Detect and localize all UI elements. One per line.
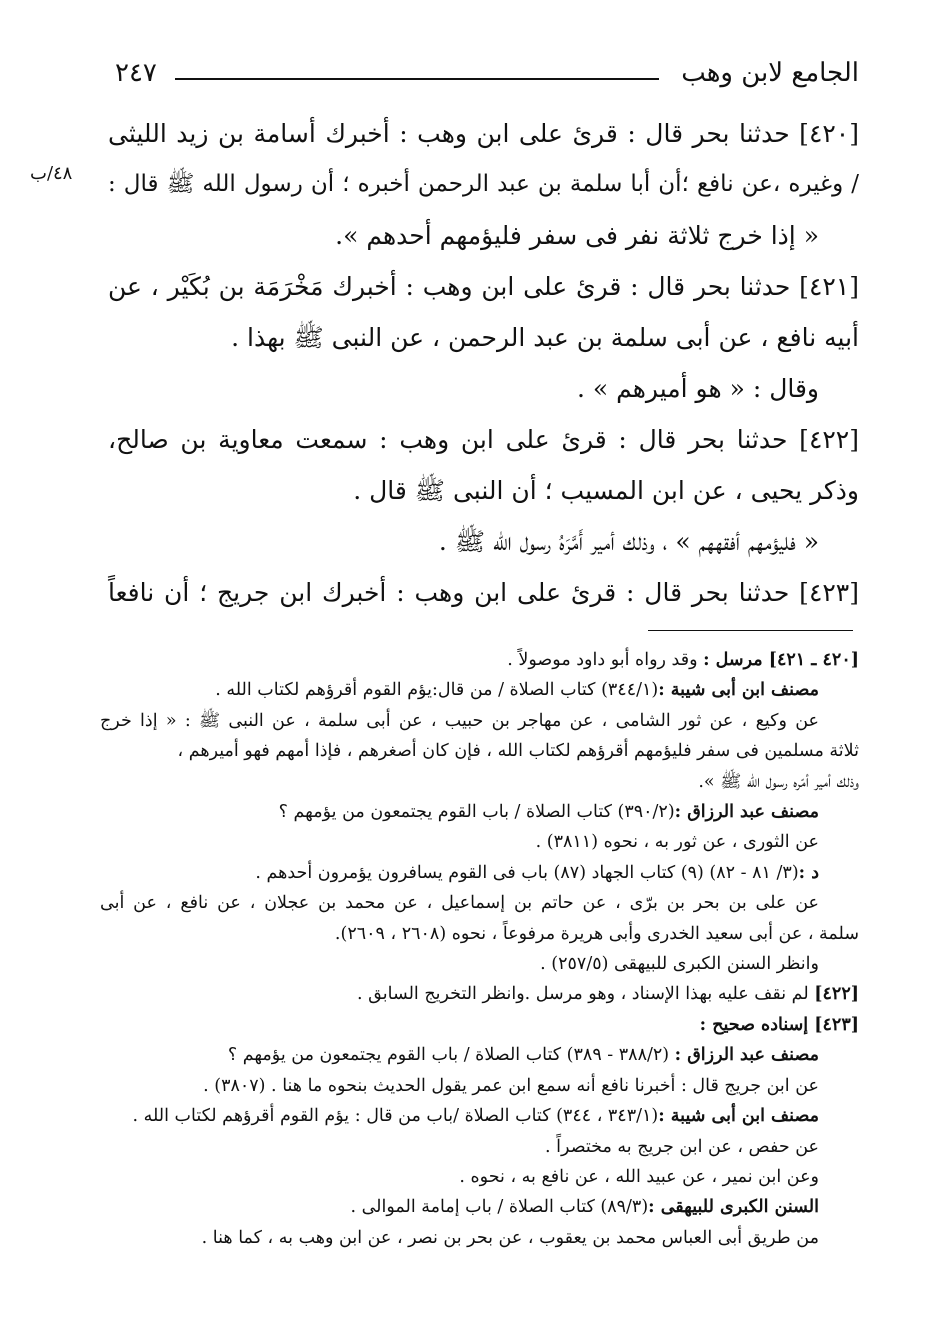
footnote-line: [100, 1101, 859, 1131]
footnote-line: [100, 1132, 859, 1162]
footnote-line: [100, 1040, 859, 1070]
footnote-text: (٣٩٠/٢) كتاب الصلاة / باب القوم يجتمعون من يؤمهم ؟: [278, 802, 675, 823]
footnote-line: [100, 1192, 859, 1222]
footnote-text: عن الثورى ، عن ثور به ، نحوه (٣٨١١) .: [535, 832, 819, 853]
footnote-text: سلمة ، عن أبى سعيد الخدرى وأبى هريرة مرفوعاً ، نحوه (٢٦٠٨ ، ٢٦٠٩).: [334, 923, 859, 944]
footnote-heading: مصنف ابن أبى شيبة :: [658, 680, 819, 701]
footnote-text: (٣٤٤/١) كتاب الصلاة / من قال:يؤم القوم أقرؤهم لكتاب الله .: [215, 680, 659, 701]
footnote-line: [100, 919, 859, 949]
footnote-heading: [٤٢٠ ـ ٤٢١] مرسل :: [703, 650, 859, 670]
text-line: [٤٢٢] حدثنا بحر قال : قرئ على ابن وهب : سمعت معاوية بن صالح،: [108, 425, 859, 454]
main-text: [108, 108, 859, 618]
footnote-line: [100, 767, 859, 797]
footnote-line: [100, 675, 859, 705]
header-rule: [175, 78, 659, 80]
text-line: / وغيره ،عن نافع ؛أن أبا سلمة بن عبد الرحمن أخبره ؛ أن رسول الله ﷺ قال :: [108, 171, 859, 197]
footnote-text: وذلك أمير أمّره رسول الله ﷺ ».: [698, 771, 859, 792]
text-line: « فليؤمهم أفقههم » ، وذلك أمير أَمَّرَهُ رسول الله ﷺ .: [438, 527, 819, 556]
text-line: [٤٢٠] حدثنا بحر قال : قرئ على ابن وهب : أخبرك أسامة بن زيد الليثى: [108, 119, 859, 148]
text-line: [٤٢١] حدثنا بحر قال : قرئ على ابن وهب : أخبرك مَخْرَمَة بن بُكَيْر ، عن: [108, 272, 859, 301]
footnote-text: من طريق أبى العباس محمد بن يعقوب ، عن بحر بن نصر ، عن ابن وهب به ، كما هنا .: [201, 1227, 819, 1248]
footnote-text: (٣/ ٨١ - ٨٢) (٩) كتاب الجهاد (٨٧) باب فى القوم يسافرون يؤمرون أحدهم .: [255, 862, 799, 883]
footnote-line: [100, 1010, 859, 1040]
running-title: الجامع لابن وهب: [681, 58, 859, 88]
footnote-text: عن ابن جريج قال : أخبرنا نافع أنه سمع ابن عمر يقول الحديث بنحوه ما هنا . (٣٨٠٧) .: [203, 1075, 819, 1096]
page-number: ٢٤٧: [115, 58, 157, 88]
footnote-heading: [٤٢٢]: [814, 984, 859, 1005]
text-line: [٤٢٣] حدثنا بحر قال : قرئ على ابن وهب : أخبرك ابن جريج ؛ أن نافعاً: [108, 578, 859, 607]
footnote-line: [100, 888, 859, 918]
footnote-line: [100, 797, 859, 827]
footnote-text: لم نقف عليه بهذا الإسناد ، وهو مرسل .وانظر التخريج السابق .: [357, 984, 815, 1005]
footnote-line: [100, 645, 859, 675]
footnote-rule: [648, 630, 853, 631]
text-line: وذكر يحيى ، عن ابن المسيب ؛ أن النبى ﷺ قال .: [353, 476, 859, 505]
footnote-line: [100, 706, 859, 736]
footnote-heading: السنن الكبرى للبيهقى :: [648, 1197, 819, 1218]
footnote-text: (٣٨٨/٢ - ٣٨٩) كتاب الصلاة / باب القوم يجتمعون من يؤمهم ؟: [227, 1045, 675, 1066]
footnote-heading: مصنف عبد الرزاق :: [674, 1045, 819, 1066]
footnote-heading: [٤٢٣] إسناده صحيح :: [699, 1014, 859, 1035]
footnote-line: [100, 1223, 859, 1253]
text-line: أبيه نافع ، عن أبى سلمة بن عبد الرحمن ، عن النبى ﷺ بهذا .: [231, 323, 859, 352]
text-line: « إذا خرج ثلاثة نفر فى سفر فليؤمهم أحدهم ».: [335, 221, 819, 250]
footnote-line: [100, 827, 859, 857]
text-line: وقال : « هو أميرهم » .: [576, 374, 819, 403]
footnote-heading: مصنف ابن أبى شيبة :: [658, 1106, 819, 1127]
footnote-text: عن وكيع ، عن ثور الشامى ، عن مهاجر بن حبيب ، عن أبى سلمة ، عن النبى ﷺ : « إذا خرج: [100, 710, 819, 731]
footnote-text: وانظر السنن الكبرى للبيهقى (٢٥٧/٥) .: [540, 954, 819, 975]
footnote-line: [100, 1071, 859, 1101]
footnote-line: [100, 979, 859, 1009]
footnote-text: عن حفص ، عن ابن جريج به مختصراً .: [545, 1136, 819, 1157]
footnote-text: وعن ابن نمير ، عن عبيد الله ، عن نافع به ، نحوه .: [459, 1166, 819, 1187]
footnote-text: ثلاثة مسلمين فى سفر فليؤمهم أقرؤهم لكتاب الله ، فإن كان أصغرهم ، فإذا أمهم فهو أميرهم ،: [177, 741, 859, 762]
footnote-line: [100, 1162, 859, 1192]
footnote-text: وقد رواه أبو داود موصولاً .: [507, 650, 704, 670]
footnote-line: [100, 949, 859, 979]
footnote-heading: مصنف عبد الرزاق :: [674, 802, 819, 823]
page-header: [115, 58, 859, 92]
footnote-heading: د :: [798, 862, 819, 883]
footnotes: [100, 645, 859, 1253]
footnote-text: (٣٤٣/١ ، ٣٤٤) كتاب الصلاة /باب من قال : يؤم القوم أقرؤهم لكتاب الله .: [132, 1106, 659, 1127]
footnote-line: [100, 858, 859, 888]
margin-note: ٤٨/ب: [30, 163, 73, 184]
footnote-text: (٨٩/٣) كتاب الصلاة / باب إمامة الموالى .: [350, 1197, 649, 1218]
footnote-text: عن على بن بحر بن برّى ، عن حاتم بن إسماعيل ، عن محمد بن عجلان ، عن نافع ، عن أبى: [100, 893, 820, 914]
footnote-line: [100, 736, 859, 766]
